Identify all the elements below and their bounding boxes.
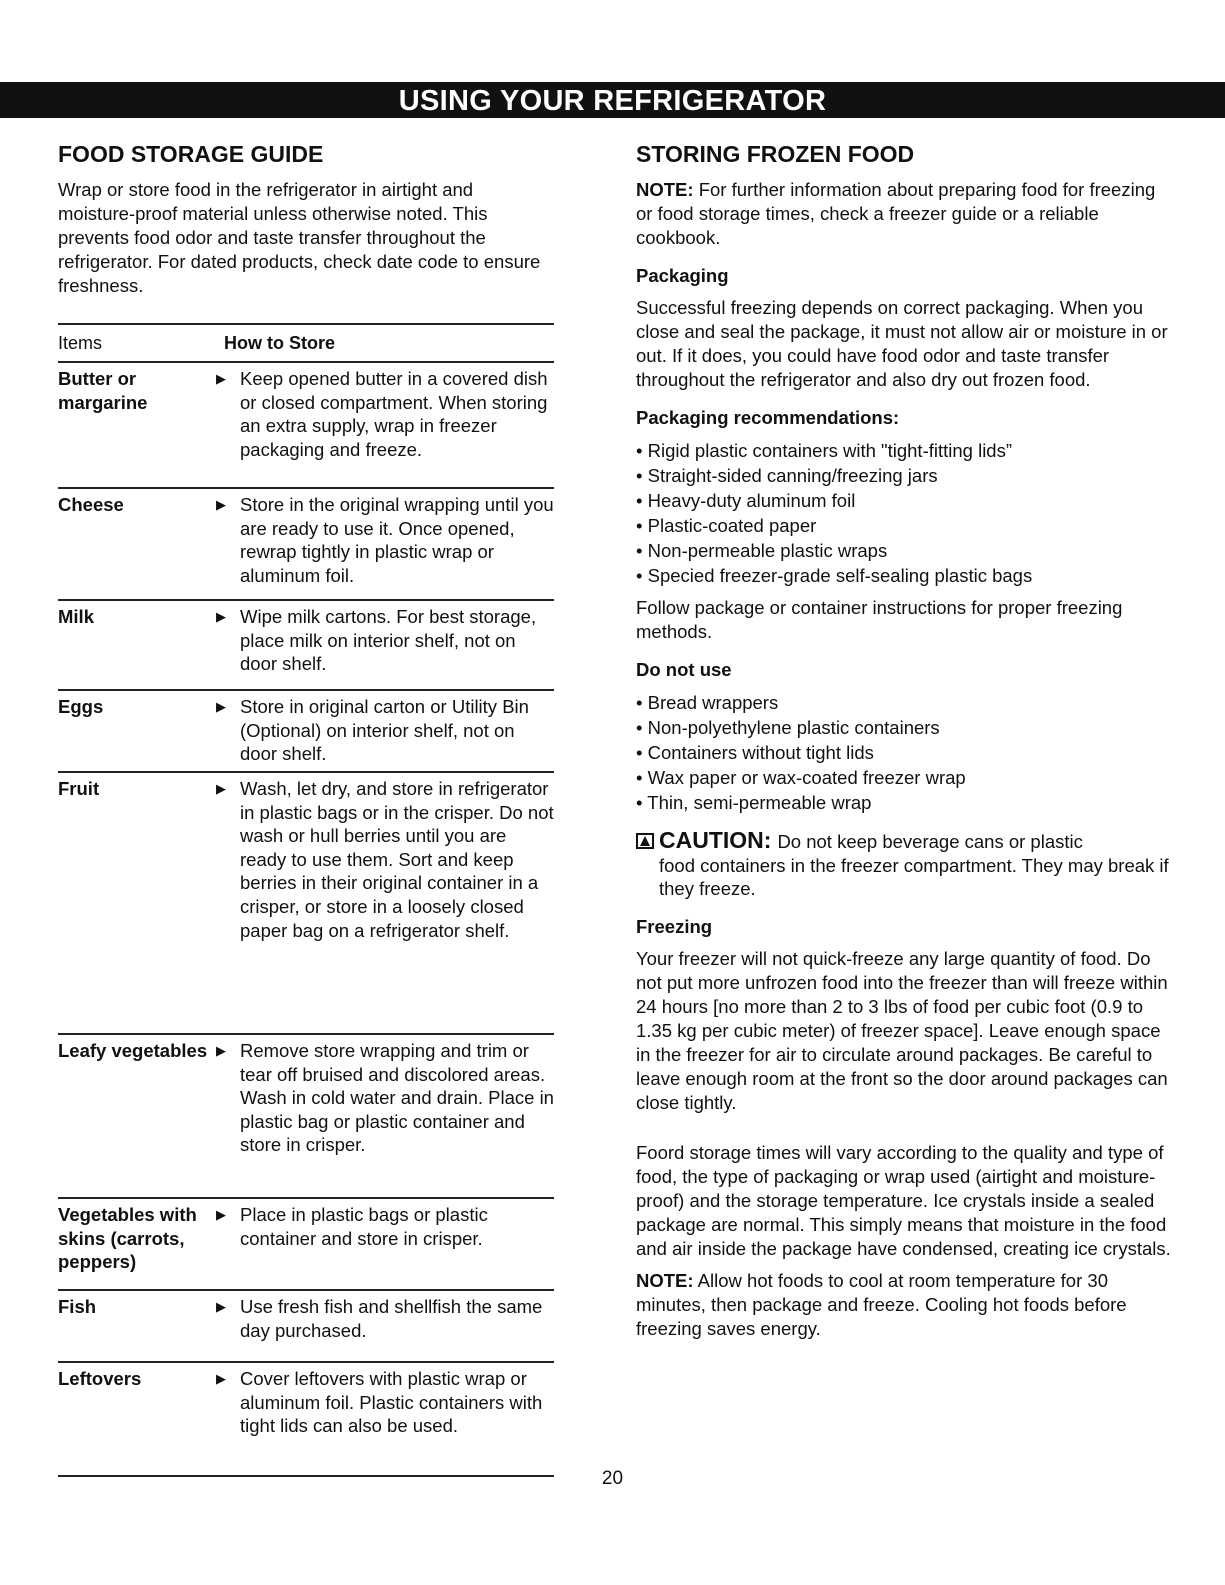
row-item: Leafy vegetables xyxy=(58,1040,208,1061)
list-item: • Thin, semi-permeable wrap xyxy=(636,790,1176,815)
row-how: Use fresh fish and shellfish the same day purchased. xyxy=(240,1296,543,1341)
table-row xyxy=(58,1363,554,1477)
arrow-right-icon: ▶ xyxy=(216,1043,226,1058)
table-row xyxy=(58,1291,554,1363)
freezing-text: Your freezer will not quick-freeze any large quantity of food. Do not put more unfrozen food into the freezer than will freeze within 24 hours [no more than 2 to 3 lbs of food per cubic foot (0.9 to 1.35 kg per cubic meter) of freezer space]. Leave enough space in the freezer for air to circulate around packages. Be careful to leave enough room at the front so the door around packages can close tightly. xyxy=(636,947,1168,1113)
arrow-right-icon: ▶ xyxy=(216,1299,226,1314)
arrow-right-icon: ▶ xyxy=(216,497,226,512)
food-storage-guide-section xyxy=(58,140,554,298)
arrow-right-icon: ▶ xyxy=(216,1371,226,1386)
row-how: Keep opened butter in a covered dish or closed compartment. When storing an extra supply, wrap in freezer packaging and freeze. xyxy=(240,368,548,460)
table-row xyxy=(58,363,554,489)
list-item: • Rigid plastic containers with "tight-fitting lids” xyxy=(636,438,1176,463)
table-row xyxy=(58,601,554,691)
arrow-right-icon: ▶ xyxy=(216,609,226,624)
arrow-right-icon: ▶ xyxy=(216,699,226,714)
note-hot-foods xyxy=(636,1269,1176,1341)
arrow-right-icon: ▶ xyxy=(216,781,226,796)
row-item: Butter or margarine xyxy=(58,368,148,413)
row-item: Milk xyxy=(58,606,94,627)
do-not-use-heading: Do not use xyxy=(636,659,732,680)
storing-frozen-food-section xyxy=(636,140,1176,1341)
food-storage-intro: Wrap or store food in the refrigerator in airtight and moisture-proof material unless otherwise noted. This prevents food odor and taste transfer throughout the refrigerator. For dated products, check date code to ensure freshness. xyxy=(58,179,541,296)
list-item: • Heavy-duty aluminum foil xyxy=(636,488,1176,513)
page-number: 20 xyxy=(601,1468,624,1489)
header-items: Items xyxy=(58,332,103,353)
caution-text: food containers in the freezer compartment. They may break if they freeze. xyxy=(659,854,1169,900)
table-row xyxy=(58,691,554,773)
row-item: Cheese xyxy=(58,494,124,515)
note-text: Allow hot foods to cool at room temperature for 30 minutes, then package and freeze. Cooling hot foods before freezing saves energy. xyxy=(636,1269,1127,1339)
list-item: • Containers without tight lids xyxy=(636,740,1176,765)
food-storage-guide-title: FOOD STORAGE GUIDE xyxy=(58,141,324,167)
row-how: Cover leftovers with plastic wrap or aluminum foil. Plastic containers with tight lids can also be used. xyxy=(240,1368,543,1437)
note-text: For further information about preparing food for freezing or food storage times, check a freezer guide or a reliable cookbook. xyxy=(636,179,1156,248)
caution-line: Do not keep beverage cans or plastic xyxy=(777,831,1083,852)
list-item: • Wax paper or wax-coated freezer wrap xyxy=(636,765,1176,790)
packaging-heading: Packaging xyxy=(636,265,729,286)
table-row xyxy=(58,489,554,601)
table-header xyxy=(58,323,554,363)
follow-instructions-text: Follow package or container instructions for proper freezing methods. xyxy=(636,597,1123,642)
row-how: Remove store wrapping and trim or tear off bruised and discolored areas. Wash in cold water and drain. Place in plastic bag or plastic container and store in crisper. xyxy=(240,1040,554,1156)
page-banner: USING YOUR REFRIGERATOR xyxy=(0,82,1225,118)
packaging-recommendations-list xyxy=(636,438,1176,588)
row-how: Place in plastic bags or plastic container and store in crisper. xyxy=(240,1204,488,1249)
row-item: Eggs xyxy=(58,696,104,717)
list-item: • Non-permeable plastic wraps xyxy=(636,538,1176,563)
table-row xyxy=(58,1199,554,1291)
table-row xyxy=(58,773,554,1035)
list-item: • Bread wrappers xyxy=(636,690,1176,715)
freezing-heading: Freezing xyxy=(636,915,713,937)
note-label: NOTE: xyxy=(636,1269,694,1291)
list-item: • Plastic-coated paper xyxy=(636,513,1176,538)
row-item: Fruit xyxy=(58,778,100,799)
table-row xyxy=(58,1035,554,1199)
note-label: NOTE: xyxy=(636,179,694,200)
warning-icon xyxy=(636,833,654,849)
caution-notice xyxy=(636,829,1176,901)
row-how: Store in original carton or Utility Bin (Optional) on interior shelf, not on door shelf. xyxy=(240,696,529,765)
caution-label: CAUTION: xyxy=(659,827,772,853)
row-item: Leftovers xyxy=(58,1368,142,1389)
row-item: Vegetables with skins (carrots, peppers) xyxy=(58,1204,197,1273)
list-item: • Specied freezer-grade self-sealing plastic bags xyxy=(636,563,1176,588)
row-how: Store in the original wrapping until you are ready to use it. Once opened, rewrap tightly in plastic wrap or aluminum foil. xyxy=(240,494,554,586)
storage-times-text: Foord storage times will vary according to the quality and type of food, the type of packaging or wrap used (airtight and moisture-proof) and the storage temperature. Ice crystals inside a sealed package are normal. This simply means that moisture in the food and air inside the package have condensed, creating ice crystals. xyxy=(636,1141,1171,1259)
list-item: • Straight-sided canning/freezing jars xyxy=(636,463,1176,488)
header-how-to-store: How to Store xyxy=(224,332,335,353)
row-how: Wash, let dry, and store in refrigerator in plastic bags or in the crisper. Do not wash or hull berries until you are ready to use them. Sort and keep berries in their original container in a crisper, or store in a loosely closed paper bag on a refrigerator shelf. xyxy=(240,778,554,941)
list-item: • Non-polyethylene plastic containers xyxy=(636,715,1176,740)
arrow-right-icon: ▶ xyxy=(216,371,226,386)
storing-frozen-food-title: STORING FROZEN FOOD xyxy=(636,141,915,167)
note-further-info xyxy=(636,178,1176,250)
do-not-use-list xyxy=(636,690,1176,815)
row-how: Wipe milk cartons. For best storage, place milk on interior shelf, not on door shelf. xyxy=(240,606,537,675)
food-storage-table xyxy=(58,323,554,1477)
arrow-right-icon: ▶ xyxy=(216,1207,226,1222)
packaging-recommendations-heading: Packaging recommendations: xyxy=(636,407,900,428)
packaging-text: Successful freezing depends on correct packaging. When you close and seal the package, it must not allow air or moisture in or out. If it does, you could have food odor and taste transfer throughout the refrigerator and also dry out frozen food. xyxy=(636,297,1168,390)
row-item: Fish xyxy=(58,1296,97,1317)
